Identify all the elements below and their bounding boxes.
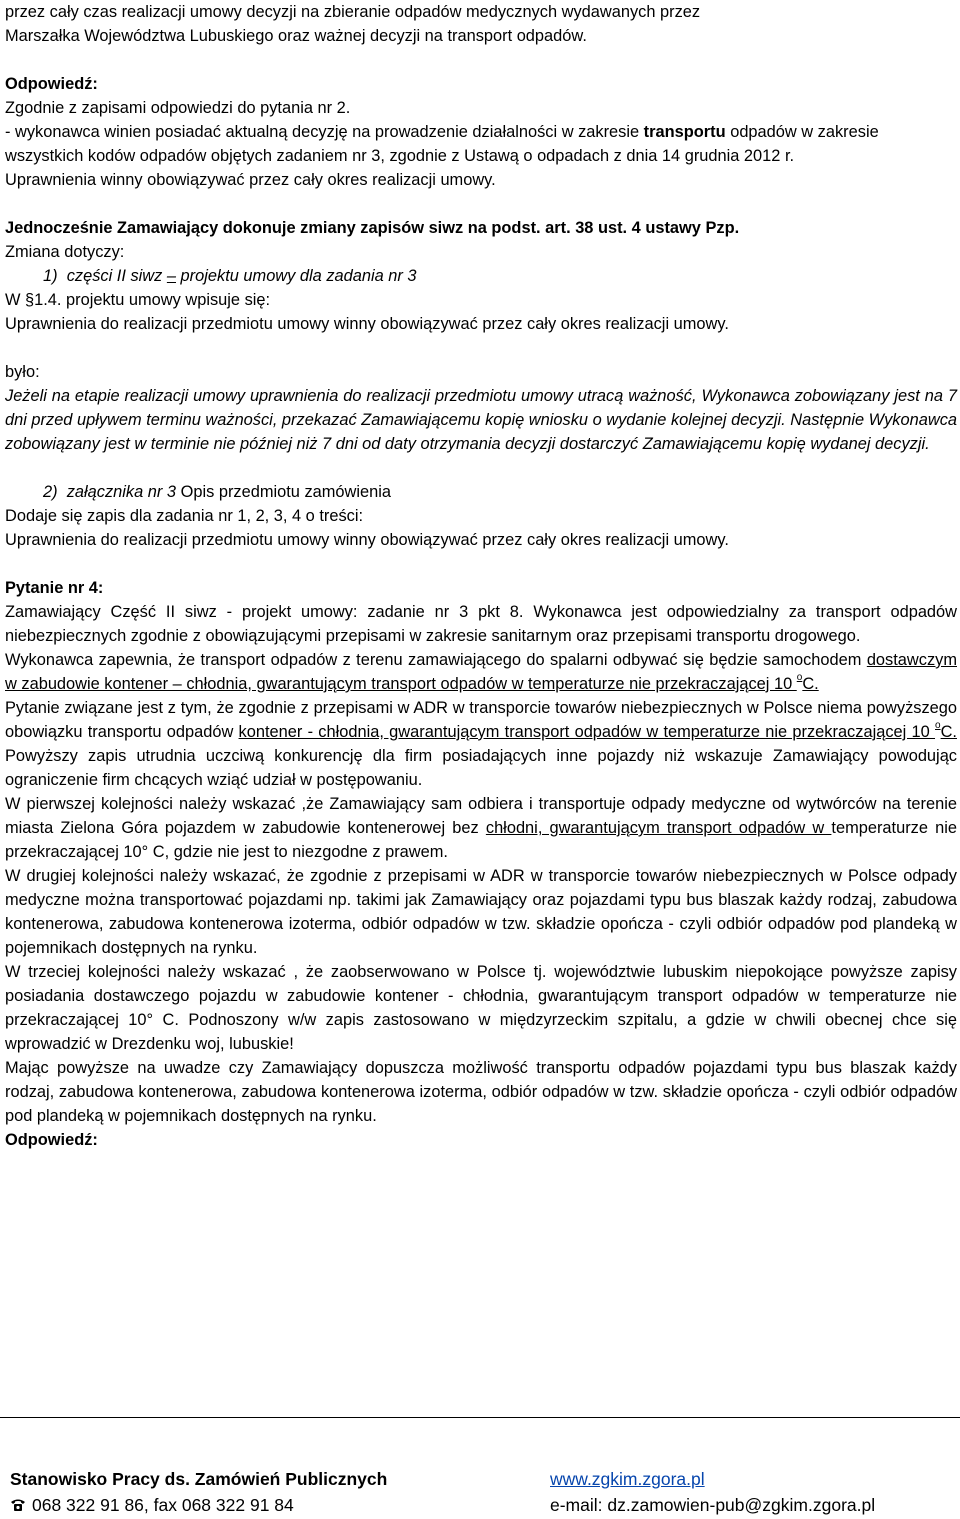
answer-3-reference: Zgodnie z zapisami odpowiedzi do pytania nr 2. <box>5 99 351 117</box>
page-footer <box>10 1466 940 1518</box>
answer-4-heading: Odpowiedź: <box>5 1131 98 1149</box>
change-heading: Jednocześnie Zamawiający dokonuje zmiany zapisów siwz na podst. art. 38 ust. 4 ustawy Pzp. <box>5 219 740 237</box>
answer-3-heading: Odpowiedź: <box>5 75 98 93</box>
answer-3-validity: Uprawnienia winny obowiązywać przez cały okres realizacji umowy. <box>5 171 496 189</box>
change-item-1: 1) części II siwz – projektu umowy dla zadania nr 3 <box>43 267 417 285</box>
change-item-2-add: Dodaje się zapis dla zadania nr 1, 2, 3, 4 o treści: <box>5 507 364 525</box>
footer-website-link[interactable]: www.zgkim.zgora.pl <box>550 1469 705 1489</box>
change-item-2: 2) załącznika nr 3 Opis przedmiotu zamówienia <box>43 483 392 501</box>
change-was-label: było: <box>5 363 40 381</box>
footer-divider <box>0 1417 960 1418</box>
intro-line-1: przez cały czas realizacji umowy decyzji na zbieranie odpadów medycznych wydawanych przez <box>5 3 701 21</box>
footer-phone: 068 322 91 86, fax 068 322 91 84 <box>10 1492 550 1518</box>
footer-organization: Stanowisko Pracy ds. Zamówień Publicznych <box>10 1469 388 1489</box>
change-item-2-text: Uprawnienia do realizacji przedmiotu umowy winny obowiązywać przez cały okres realizacji umowy. <box>5 531 729 549</box>
question-4-heading: Pytanie nr 4: <box>5 579 104 597</box>
answer-3-requirement: - wykonawca winien posiadać aktualną decyzję na prowadzenie działalności w zakresie transportu odpadów w zakresie wszystkich kodów odpadów objętych zadaniem nr 3, zgodnie z Ustawą o odpadach z dnia 14 grudnia 2012 r. <box>5 123 879 165</box>
change-concerns: Zmiana dotyczy: <box>5 243 125 261</box>
telephone-icon <box>10 1493 26 1507</box>
question-4-paragraph-1: Zamawiający Część II siwz - projekt umowy: zadanie nr 3 pkt 8. Wykonawca jest odpowiedzialny za transport odpadów niebezpiecznych zgodnie z obowiązującymi przepisami w zakresie sanitarnym oraz przepisami transportu drogowego. <box>5 603 957 645</box>
change-new-text: Uprawnienia do realizacji przedmiotu umowy winny obowiązywać przez cały okres realizacji umowy. <box>5 315 729 333</box>
question-4-paragraph-3: Pytanie związane jest z tym, że zgodnie z przepisami w ADR w transporcie towarów niebezpiecznych w Polsce niema powyższego obowiązku transportu odpadów kontener - chłodnia, gwarantującym transport odpadów w temperaturze nie przekraczającej 10 $^o$C. Powyższy zapis utrudnia uczciwą konkurencję dla firm posiadających inne pojazdy niż wskazuje Zamawiający powodując ograniczenie firm chcących wziąć udział w postępowaniu. <box>5 699 957 789</box>
footer-email[interactable]: e-mail: dz.zamowien-pub@zgkim.zgora.pl <box>550 1495 876 1515</box>
question-4-paragraph-6: W trzeciej kolejności należy wskazać , że zaobserwowano w Polsce tj. województwie lubuskim niepokojące powyższe zapisy posiadania dostawczego pojazdu w zabudowie kontener - chłodnia, gwarantującym transport odpadów w temperaturze nie przekraczającej 10° C. Podnoszony w/w zapis zastosowano w międzyrzeckim szpitalu, a gdzie w chwili obecnej chce się wprowadzić w Drezdenku woj, lubuskie! <box>5 963 957 1053</box>
question-4-paragraph-5: W drugiej kolejności należy wskazać, że zgodnie z przepisami w ADR w transporcie towarów niebezpiecznych w Polsce odpady medyczne można transportować pojazdami np. takimi jak Zamawiający oraz pojazdami typu bus blaszak każdy rodzaj, zabudowa kontenerowa, zabudowa kontenerowa izoterma, odbiór odpadów w tzw. składzie opończa - czyli odbiór odpadów pod plandeką w pojemnikach dostępnych na rynku. <box>5 867 957 957</box>
question-4-paragraph-4: W pierwszej kolejności należy wskazać ,że Zamawiający sam odbiera i transportuje odpady medyczne od wytwórców na terenie miasta Zielona Góra pojazdem w zabudowie kontenerowej bez chłodni, gwarantującym transport odpadów w temperaturze nie przekraczającej 10° C, gdzie nie jest to niezgodne z prawem. <box>5 795 957 861</box>
question-4-paragraph-2: Wykonawca zapewnia, że transport odpadów z terenu zamawiającego do spalarni odbywać się będzie samochodem dostawczym w zabudowie kontener – chłodnia, gwarantującym transport odpadów w temperaturze nie przekraczającej 10 $^o$C. <box>5 651 957 693</box>
intro-text <box>5 0 957 48</box>
change-paragraph-reference: W §1.4. projektu umowy wpisuje się: <box>5 291 271 309</box>
document-body <box>5 0 957 1152</box>
change-old-text: Jeżeli na etapie realizacji umowy uprawnienia do realizacji przedmiotu umowy utracą ważność, Wykonawca zobowiązany jest na 7 dni przed upływem terminu ważności, przekazać Zamawiającemu kopię wniosku o wydanie kolejnej decyzji. Następnie Wykonawca zobowiązany jest w terminie nie później niż 7 dni od daty otrzymania decyzji dostarczyć Zamawiającemu kopię wydanej decyzji. <box>5 387 958 453</box>
question-4-paragraph-7: Mając powyższe na uwadze czy Zamawiający dopuszcza możliwość transportu odpadów pojazdami typu bus blaszak każdy rodzaj, zabudowa kontenerowa, zabudowa kontenerowa izoterma, odbiór odpadów w tzw. składzie opończa - czyli odbiór odpadów pod plandeką w pojemnikach dostępnych na rynku. <box>5 1059 957 1125</box>
intro-line-2: Marszałka Województwa Lubuskiego oraz ważnej decyzji na transport odpadów. <box>5 27 587 45</box>
